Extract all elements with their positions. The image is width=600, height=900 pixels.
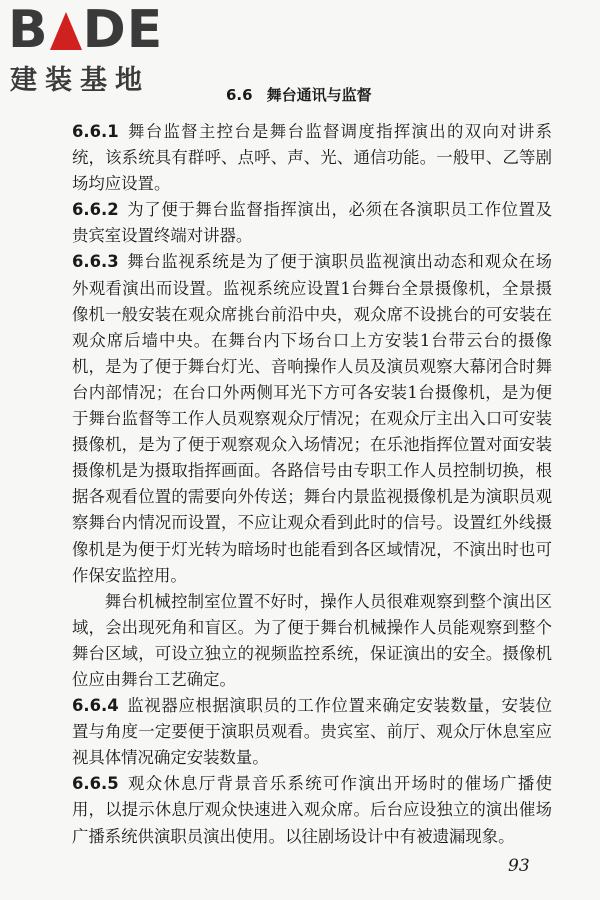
section-title [226, 84, 372, 105]
clause-number: 6.6.3 [72, 252, 119, 272]
brand-logo [8, 0, 178, 97]
page-number: 93 [508, 856, 530, 876]
clause-6-6-1 [72, 119, 552, 197]
clause-number: 6.6.2 [72, 200, 119, 220]
clause-text: 舞台监督主控台是舞台监督调度指挥演出的双向对讲系统，该系统具有群呼、点呼、声、光、通信功能。一般甲、乙等剧场均应设置。 [72, 122, 552, 194]
section-title-number: 6.6 [226, 86, 253, 104]
clause-6-6-2 [72, 197, 552, 249]
logo-wordmark [8, 0, 178, 60]
logo-triangle-a [49, 4, 83, 56]
document-body [72, 119, 552, 850]
clause-text: 监视器应根据演职员的工作位置来确定安装数量，安装位置与角度一定要便于演职员观看。贵宾室、前厅、观众厅休息室应视具体情况确定安装数量。 [72, 696, 552, 768]
section-title-text: 舞台通讯与监督 [266, 86, 372, 104]
clause-text: 为了便于舞台监督指挥演出，必须在各演职员工作位置及贵宾室设置终端对讲器。 [72, 200, 552, 246]
logo-letters-de: DE [82, 0, 164, 60]
clause-6-6-3-continuation [72, 589, 552, 693]
clause-text: 舞台监视系统是为了便于演职员监视演出动态和观众在场外观看演出而设置。监视系统应设置1台舞台全景摄像机，全景摄像机一般安装在观众席挑台前沿中央，观众席不设挑台的可安装在观众席后墙中央。在舞台内下场台口上方安装1台带云台的摄像机，是为了便于舞台灯光、音响操作人员及演员观察大幕闭合时舞台内部情况；在台口外两侧耳光下方可各安装1台摄像机，是为便于舞台监督等工作人员观察观众厅情况；在观众厅主出入口可安装摄像机，是为了便于观察观众入场情况；在乐池指挥位置对面安装摄像机是为摄取指挥画面。各路信号由专职工作人员控制切换，根据各观看位置的需要向外传送；舞台内景监视摄像机是为演职员观察舞台内情况而设置，不应让观众看到此时的信号。设置红外线摄像机是为便于灯光转为暗场时也能看到各区域情况，不演出时也可作保安监控用。 [72, 252, 552, 585]
logo-subtitle: 建装基地 [10, 65, 150, 96]
clause-text: 舞台机械控制室位置不好时，操作人员很难观察到整个演出区域，会出现死角和盲区。为了便于舞台机械操作人员能观察到整个舞台区域，可设立独立的视频监控系统，保证演出的安全。摄像机位应由舞台工艺确定。 [72, 591, 552, 689]
clause-6-6-5 [72, 771, 552, 849]
clause-number: 6.6.5 [72, 774, 119, 794]
clause-number: 6.6.4 [72, 696, 119, 716]
clause-text: 观众休息厅背景音乐系统可作演出开场时的催场广播使用，以提示休息厅观众快速进入观众席。后台应设独立的演出催场广播系统供演职员演出使用。以往剧场设计中有被遗漏现象。 [72, 774, 552, 846]
clause-6-6-4 [72, 693, 552, 771]
logo-letter-b: B [8, 0, 49, 60]
clause-number: 6.6.1 [72, 122, 119, 141]
clause-6-6-3 [72, 249, 552, 588]
